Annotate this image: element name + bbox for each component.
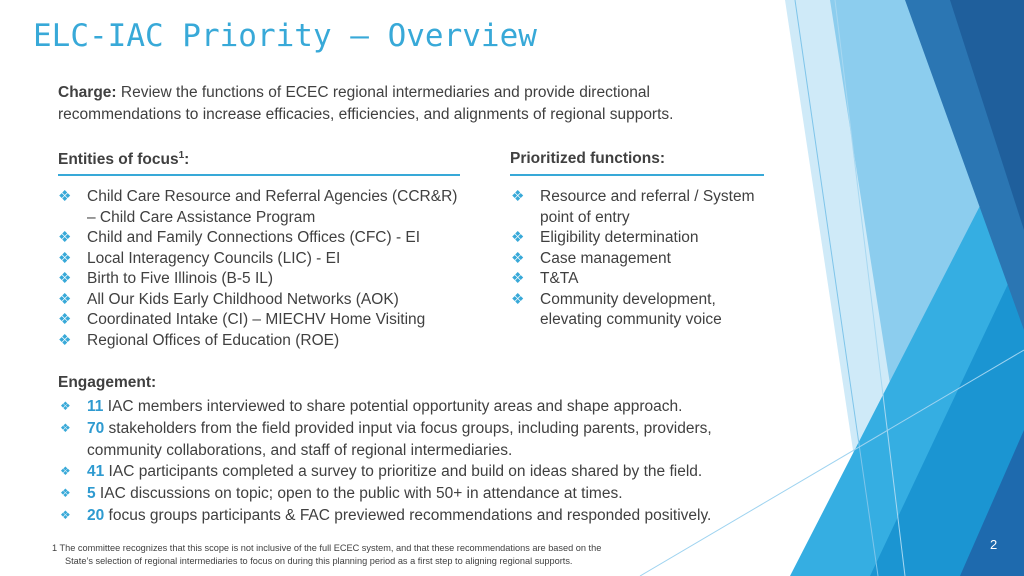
list-item: ❖ All Our Kids Early Childhood Networks (AOK): [58, 290, 463, 311]
diamond-bullet-icon: ❖: [58, 249, 72, 267]
footnote-marker: 1: [178, 150, 185, 161]
engagement-count: 5: [87, 485, 96, 503]
list-item: ❖ 41 IAC participants completed a survey to prioritize and build on ideas shared by the field.: [58, 461, 778, 483]
diamond-bullet-icon: ❖: [60, 420, 71, 435]
diamond-bullet-icon: ❖: [58, 270, 72, 287]
charge-text: Review the functions of ECEC regional intermediaries and provide directional recommendations to increase efficacies, efficiencies, and alignments of regional supports.: [58, 84, 674, 123]
list-item: ❖ Birth to Five Illinois (B-5 IL): [58, 269, 463, 290]
list-item: ❖ Case management: [511, 249, 761, 270]
footnote-line-2: State’s selection of regional intermediaries to focus on during this planning period as a first step to aligning regional supports.: [65, 555, 573, 566]
entities-heading: Entities of focus$^1$:: [58, 150, 190, 169]
list-item: ❖ T&TA: [511, 269, 761, 290]
engagement-count: 20: [87, 506, 105, 524]
list-item: ❖ 70 stakeholders from the field provided input via focus groups, including parents, providers, community collaborations, and staff of regional intermediaries.: [60, 419, 712, 459]
list-item: ❖ Resource and referral / System point of entry: [511, 188, 755, 226]
list-item: ❖ Regional Offices of Education (ROE): [58, 331, 463, 352]
list-item: ❖ Community development, elevating community voice: [511, 290, 722, 328]
functions-divider: [510, 174, 764, 176]
functions-heading: Prioritized functions:: [510, 150, 665, 167]
list-item: ❖ 5 IAC discussions on topic; open to the public with 50+ in attendance at times.: [58, 483, 778, 505]
list-item: ❖ Child Care Resource and Referral Agencies (CCR&R) – Child Care Assistance Program: [58, 188, 458, 226]
diamond-bullet-icon: ❖: [511, 249, 525, 267]
diamond-bullet-icon: ❖: [60, 486, 71, 501]
diamond-bullet-icon: ❖: [58, 188, 72, 205]
entities-divider: [58, 174, 460, 176]
diamond-bullet-icon: ❖: [58, 311, 72, 328]
list-item: ❖ Eligibility determination: [511, 228, 761, 249]
diamond-bullet-icon: ❖: [511, 270, 525, 287]
list-item: ❖ Child and Family Connections Offices (CFC) - EI: [58, 228, 463, 249]
page-number: 2: [990, 537, 998, 552]
engagement-list: [58, 396, 778, 527]
list-item: ❖ 20 focus groups participants & FAC previewed recommendations and responded positively.: [58, 505, 778, 527]
page-title: ELC-IAC Priority – Overview: [33, 18, 537, 54]
engagement-count: 41: [87, 463, 105, 481]
list-item: ❖ Local Interagency Councils (LIC) - EI: [58, 249, 463, 270]
list-item: ❖ 11 IAC members interviewed to share potential opportunity areas and shape approach.: [58, 396, 778, 418]
footnote: [52, 542, 662, 567]
engagement-count: 11: [87, 398, 104, 415]
diamond-bullet-icon: ❖: [58, 290, 72, 308]
footnote-line-1: 1 The committee recognizes that this scope is not inclusive of the full ECEC system, and that these recommendations are based on the: [52, 543, 602, 553]
diamond-bullet-icon: ❖: [58, 229, 72, 246]
functions-list: [511, 187, 761, 331]
diamond-bullet-icon: ❖: [511, 290, 525, 308]
charge-label: Charge:: [58, 84, 117, 101]
charge-paragraph: [58, 82, 758, 126]
diamond-bullet-icon: ❖: [60, 399, 71, 413]
diamond-bullet-icon: ❖: [60, 507, 71, 522]
engagement-count: 70: [87, 419, 105, 437]
diamond-bullet-icon: ❖: [511, 229, 525, 246]
diamond-bullet-icon: ❖: [60, 464, 71, 479]
entities-list: [58, 187, 463, 351]
diamond-bullet-icon: ❖: [58, 331, 72, 349]
diamond-bullet-icon: ❖: [511, 188, 525, 205]
list-item: ❖ Coordinated Intake (CI) – MIECHV Home Visiting: [58, 310, 463, 331]
engagement-heading: Engagement:: [58, 374, 157, 391]
